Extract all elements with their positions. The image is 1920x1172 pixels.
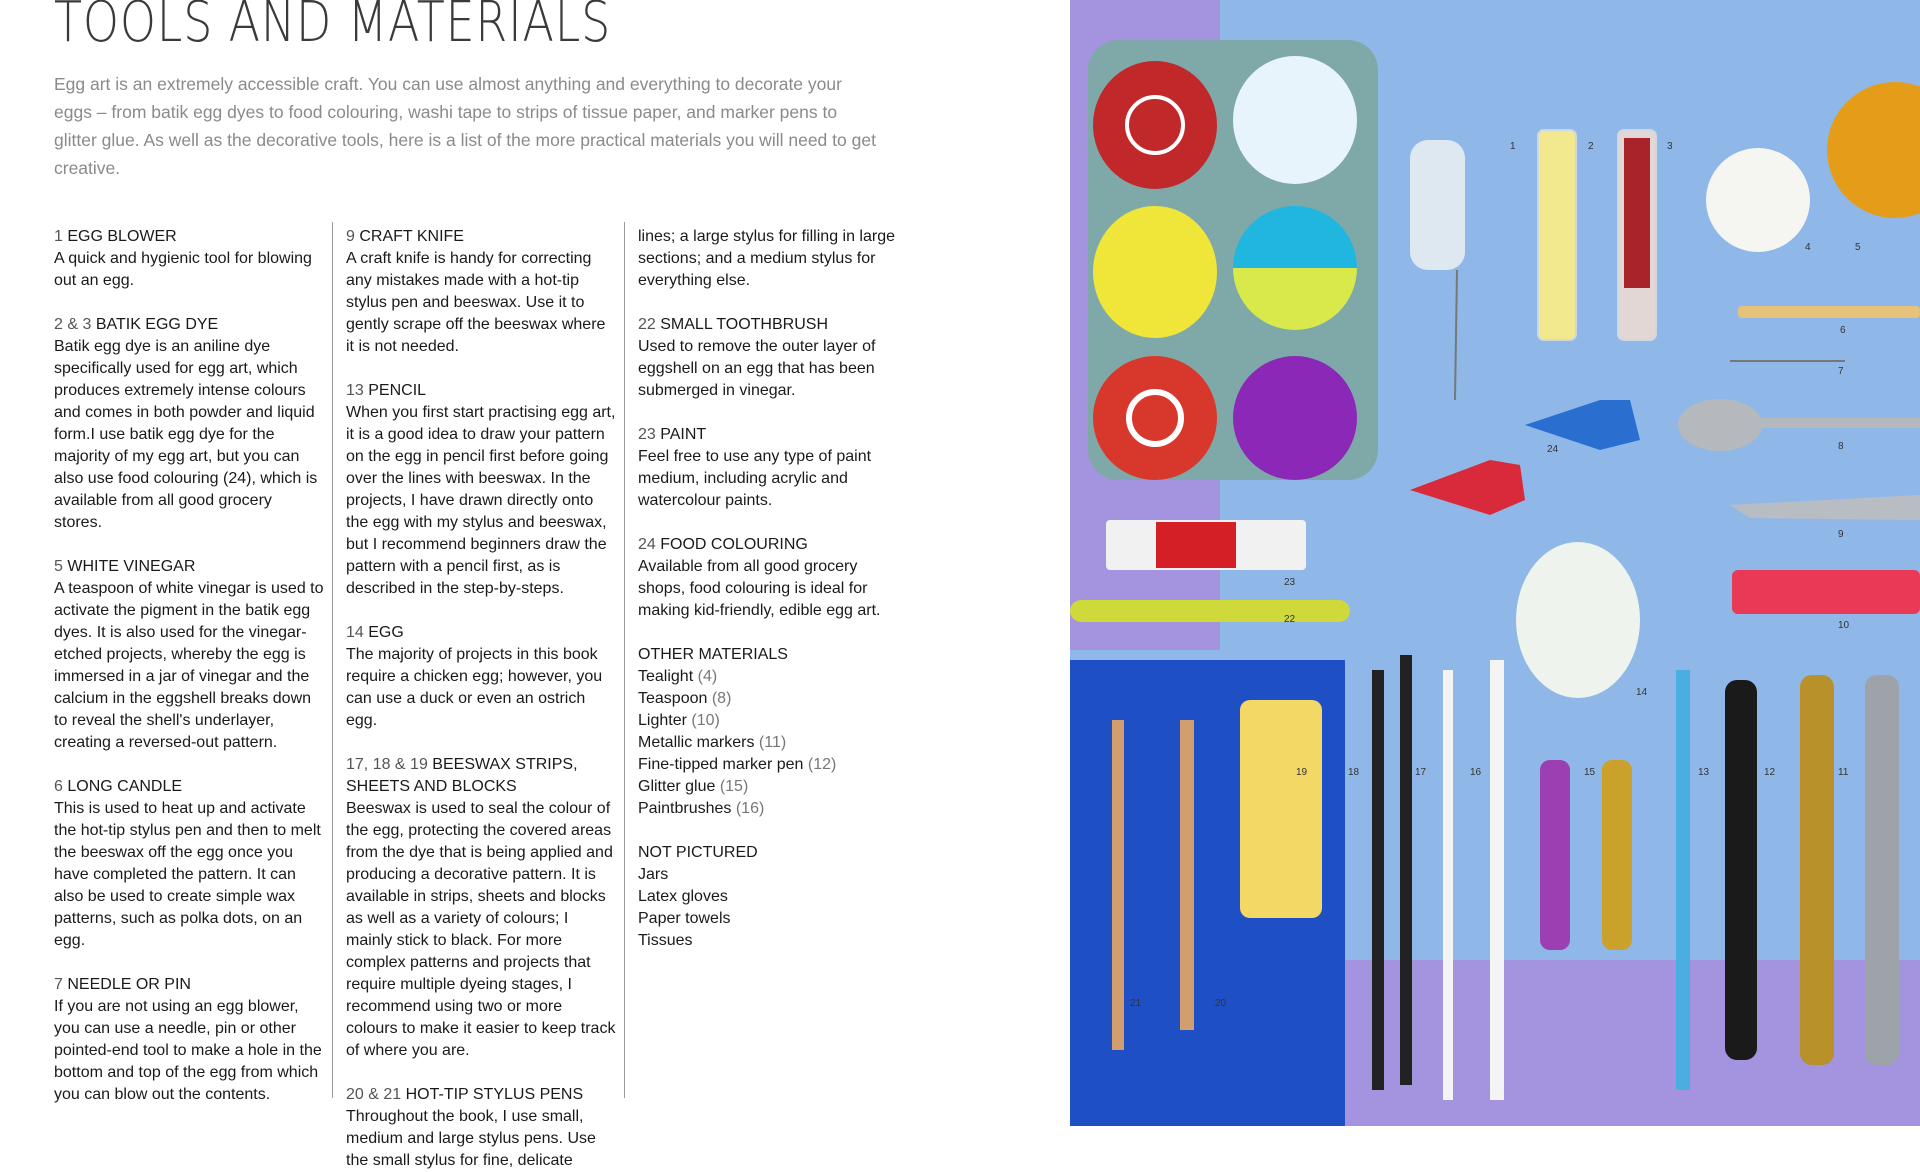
entry-title: SMALL TOOTHBRUSH: [660, 316, 828, 333]
stylus-pen: [1112, 720, 1124, 1050]
column-2: [346, 226, 616, 1172]
photo-label: 20: [1215, 998, 1227, 1009]
list-item: Tissues: [638, 932, 693, 949]
entry-body: If you are not using an egg blower, you can use a needle, pin or other pointed-end tool to make a hole in the bottom and top of the egg from which you can blow out the contents.: [54, 998, 322, 1103]
entry-number: 2 & 3: [54, 316, 92, 333]
decorated-egg: [1093, 356, 1217, 480]
photo-label: 10: [1838, 620, 1850, 631]
list-heading: NOT PICTURED: [638, 844, 758, 861]
photo-label: 7: [1838, 366, 1844, 377]
decorated-egg: [1233, 356, 1357, 480]
list-item: [638, 798, 908, 820]
tools-photo: [1070, 0, 1920, 1126]
photo-label: 6: [1840, 325, 1846, 336]
entry-number: 24: [638, 536, 656, 553]
entry-body: This is used to heat up and activate the hot-tip stylus pen and then to melt the beeswax off the egg once you have completed the pattern. It can also be used to create simple wax patterns, such as polka dots, on an egg.: [54, 800, 321, 949]
entry-body: Feel free to use any type of paint medium, including acrylic and watercolour paints.: [638, 448, 872, 509]
photo-label: 1: [1510, 141, 1516, 152]
entry-heading: [346, 622, 616, 644]
list-item: Paper towels: [638, 910, 731, 927]
column-divider: [624, 222, 625, 1098]
entry-number: 23: [638, 426, 656, 443]
egg-blower: [1410, 140, 1465, 270]
entry-number: 5: [54, 558, 63, 575]
photo-label: 3: [1667, 141, 1673, 152]
column-3: [638, 226, 908, 974]
photo-label: 22: [1284, 614, 1296, 625]
other-materials-list: [638, 644, 908, 820]
beeswax-strip: [1400, 655, 1412, 1085]
entry-body: A teaspoon of white vinegar is used to activate the pigment in the batik egg dyes. It is also used for the vinegar-etched projects, whereby the egg is immersed in a jar of vinegar and the calcium in the eggshell breaks down to reveal the shell's underlayer, creating a reversed-out pattern.: [54, 580, 324, 751]
list-item: Jars: [638, 866, 669, 883]
entry-body: Used to remove the outer layer of eggshell on an egg that has been submerged in vinegar.: [638, 338, 876, 399]
entry-heading: [638, 424, 908, 446]
entry-title: LONG CANDLE: [67, 778, 183, 795]
photo-label: 13: [1698, 767, 1710, 778]
entry-body: Beeswax is used to seal the colour of the egg, protecting the covered areas from the dye that is being applied and producing a decorative pattern. It is available in strips, sheets and blocks as well as a variety of colours; I mainly stick to black. For more complex patterns and projects that require multiple dyeing stages, I recommend using two or more colours to make it easier to keep track of where you are.: [346, 800, 616, 1059]
photo-label: 4: [1805, 242, 1811, 253]
list-item-name: Fine-tipped marker pen: [638, 756, 804, 773]
entry-number: 7: [54, 976, 63, 993]
entry-heading: [638, 534, 908, 556]
photo-label: 19: [1296, 767, 1308, 778]
list-item-ref: (8): [711, 690, 732, 707]
photo-label: 14: [1636, 687, 1648, 698]
photo-label: 24: [1547, 444, 1559, 455]
column-divider: [332, 222, 333, 1098]
entry-small-toothbrush: [638, 314, 908, 402]
entry-number: 17, 18 & 19: [346, 756, 428, 773]
entry-title: FOOD COLOURING: [660, 536, 808, 553]
entry-body: A craft knife is handy for correcting any mistakes made with a hot-tip stylus pen and beeswax. Use it to gently scrape off the beeswax where it is not needed.: [346, 250, 606, 355]
lighter: [1732, 570, 1920, 614]
decorated-egg: [1093, 206, 1217, 338]
photo-label: 9: [1838, 529, 1844, 540]
entry-title: PAINT: [660, 426, 707, 443]
entry-paint: [638, 424, 908, 512]
beeswax-block: [1240, 700, 1322, 918]
entry-title: NEEDLE OR PIN: [67, 976, 191, 993]
entry-long-candle: [54, 776, 324, 952]
list-item-ref: (16): [735, 800, 765, 817]
entry-title: CRAFT KNIFE: [359, 228, 464, 245]
entry-hot-tip-stylus-pens: [346, 1084, 616, 1172]
toothbrush: [1070, 600, 1350, 622]
decorated-egg: [1093, 61, 1217, 189]
entry-number: 1: [54, 228, 63, 245]
entry-continuation: [638, 226, 908, 292]
entry-egg: [346, 622, 616, 732]
list-item: [638, 666, 908, 688]
page-title: TOOLS AND MATERIALS: [54, 0, 612, 55]
list-item-ref: (10): [691, 712, 720, 729]
list-item: [638, 776, 908, 798]
photo-label: 2: [1588, 141, 1594, 152]
photo-label: 23: [1284, 577, 1296, 588]
entry-title: EGG BLOWER: [67, 228, 177, 245]
list-item-name: Paintbrushes: [638, 800, 732, 817]
entry-heading: [54, 974, 324, 996]
entry-body: Available from all good grocery shops, food colouring is ideal for making kid-friendly, edible egg art.: [638, 558, 881, 619]
dye-red-fill: [1624, 138, 1650, 288]
photo-label: 21: [1130, 998, 1142, 1009]
not-pictured-list: [638, 842, 908, 952]
entry-white-vinegar: [54, 556, 324, 754]
photo-label: 11: [1838, 767, 1849, 778]
entry-craft-knife: [346, 226, 616, 358]
photo-label: 17: [1415, 767, 1427, 778]
entry-title: BEESWAX STRIPS, SHEETS AND BLOCKS: [346, 756, 578, 795]
beeswax-strip: [1372, 670, 1384, 1090]
entry-title: WHITE VINEGAR: [67, 558, 196, 575]
entry-heading: [346, 754, 616, 798]
entry-body: When you first start practising egg art, it is a good idea to draw your pattern on the egg in pencil first before going over the lines with beeswax. In the projects, I have drawn directly onto the egg with my stylus and beeswax, but I recommend beginners draw the pattern with a pencil first, as is described in the step-by-steps.: [346, 404, 616, 597]
entry-title: HOT-TIP STYLUS PENS: [405, 1086, 584, 1103]
entry-number: 9: [346, 228, 355, 245]
list-item: [638, 710, 908, 732]
intro-paragraph: Egg art is an extremely accessible craft. You can use almost anything and everything to decorate your eggs – from batik egg dyes to food colouring, washi tape to strips of tissue paper, and marker pens to glitter glue. As well as the decorative tools, here is a list of the more practical materials you will need to get creative.: [54, 74, 876, 178]
list-item-ref: (11): [758, 734, 787, 751]
entry-number: 13: [346, 382, 364, 399]
entry-heading: [54, 556, 324, 578]
glitter-glue-gold: [1602, 760, 1632, 950]
entry-heading: [54, 226, 324, 248]
photo-label: 18: [1348, 767, 1360, 778]
list-item: [638, 688, 908, 710]
marker-black: [1725, 680, 1757, 1060]
list-item-name: Metallic markers: [638, 734, 755, 751]
marker-silver: [1865, 675, 1899, 1065]
entry-number: 20 & 21: [346, 1086, 402, 1103]
photo-label: 12: [1764, 767, 1776, 778]
decorated-egg: [1233, 56, 1357, 184]
marker-gold: [1800, 675, 1834, 1065]
list-item-name: Teaspoon: [638, 690, 708, 707]
entry-beeswax: [346, 754, 616, 1062]
list-item: [638, 732, 908, 754]
entry-body: A quick and hygienic tool for blowing out an egg.: [54, 250, 312, 289]
entry-food-colouring: [638, 534, 908, 622]
entry-title: BATIK EGG DYE: [95, 316, 219, 333]
entry-needle-or-pin: [54, 974, 324, 1106]
list-item-ref: (4): [697, 668, 718, 685]
paintbrush: [1490, 660, 1504, 1100]
entry-title: EGG: [368, 624, 404, 641]
entry-body: Batik egg dye is an aniline dye specifically used for egg art, which produces extremely intense colours and comes in both powder and liquid form.I use batik egg dye for the majority of my egg art, but you can also use food colouring (24), which is available from all good grocery stores.: [54, 338, 318, 531]
entry-title: PENCIL: [368, 382, 427, 399]
entry-heading: [346, 226, 616, 248]
entry-number: 6: [54, 778, 63, 795]
entry-batik-egg-dye: [54, 314, 324, 534]
teaspoon-handle: [1760, 418, 1920, 428]
list-item-name: Tealight: [638, 668, 694, 685]
list-item-name: Glitter glue: [638, 778, 716, 795]
dye-tube-yellow: [1538, 130, 1576, 340]
entry-number: 14: [346, 624, 364, 641]
paintbrush: [1443, 670, 1453, 1100]
entry-number: 22: [638, 316, 656, 333]
entry-body: Throughout the book, I use small, medium and large stylus pens. Use the small stylus for fine, delicate: [346, 1108, 596, 1169]
photo-label: 15: [1584, 767, 1596, 778]
entry-heading: [346, 380, 616, 402]
photo-label: 16: [1470, 767, 1482, 778]
list-item-name: Lighter: [638, 712, 687, 729]
entry-heading: [54, 314, 324, 336]
list-item-ref: (15): [719, 778, 749, 795]
list-item: Latex gloves: [638, 888, 728, 905]
glitter-glue-purple: [1540, 760, 1570, 950]
teaspoon: [1678, 399, 1762, 451]
list-item-ref: (12): [807, 756, 837, 773]
stylus-pen: [1180, 720, 1194, 1030]
pencil: [1676, 670, 1690, 1090]
tealight: [1706, 148, 1810, 252]
paint-tube-band: [1156, 522, 1236, 568]
entry-heading: [638, 314, 908, 336]
entry-body: lines; a large stylus for filling in large sections; and a medium stylus for everything else.: [638, 228, 896, 289]
column-1: [54, 226, 324, 1106]
white-egg: [1516, 542, 1640, 698]
entry-heading: [346, 1084, 616, 1106]
entry-pencil: [346, 380, 616, 600]
entry-heading: [54, 776, 324, 798]
entry-egg-blower: [54, 226, 324, 292]
photo-label: 8: [1838, 441, 1844, 452]
entry-body: The majority of projects in this book require a chicken egg; however, you can use a duck or even an ostrich egg.: [346, 646, 603, 729]
long-candle: [1738, 306, 1920, 318]
list-heading: OTHER MATERIALS: [638, 646, 788, 663]
photo-label: 5: [1855, 242, 1861, 253]
list-item: [638, 754, 908, 776]
